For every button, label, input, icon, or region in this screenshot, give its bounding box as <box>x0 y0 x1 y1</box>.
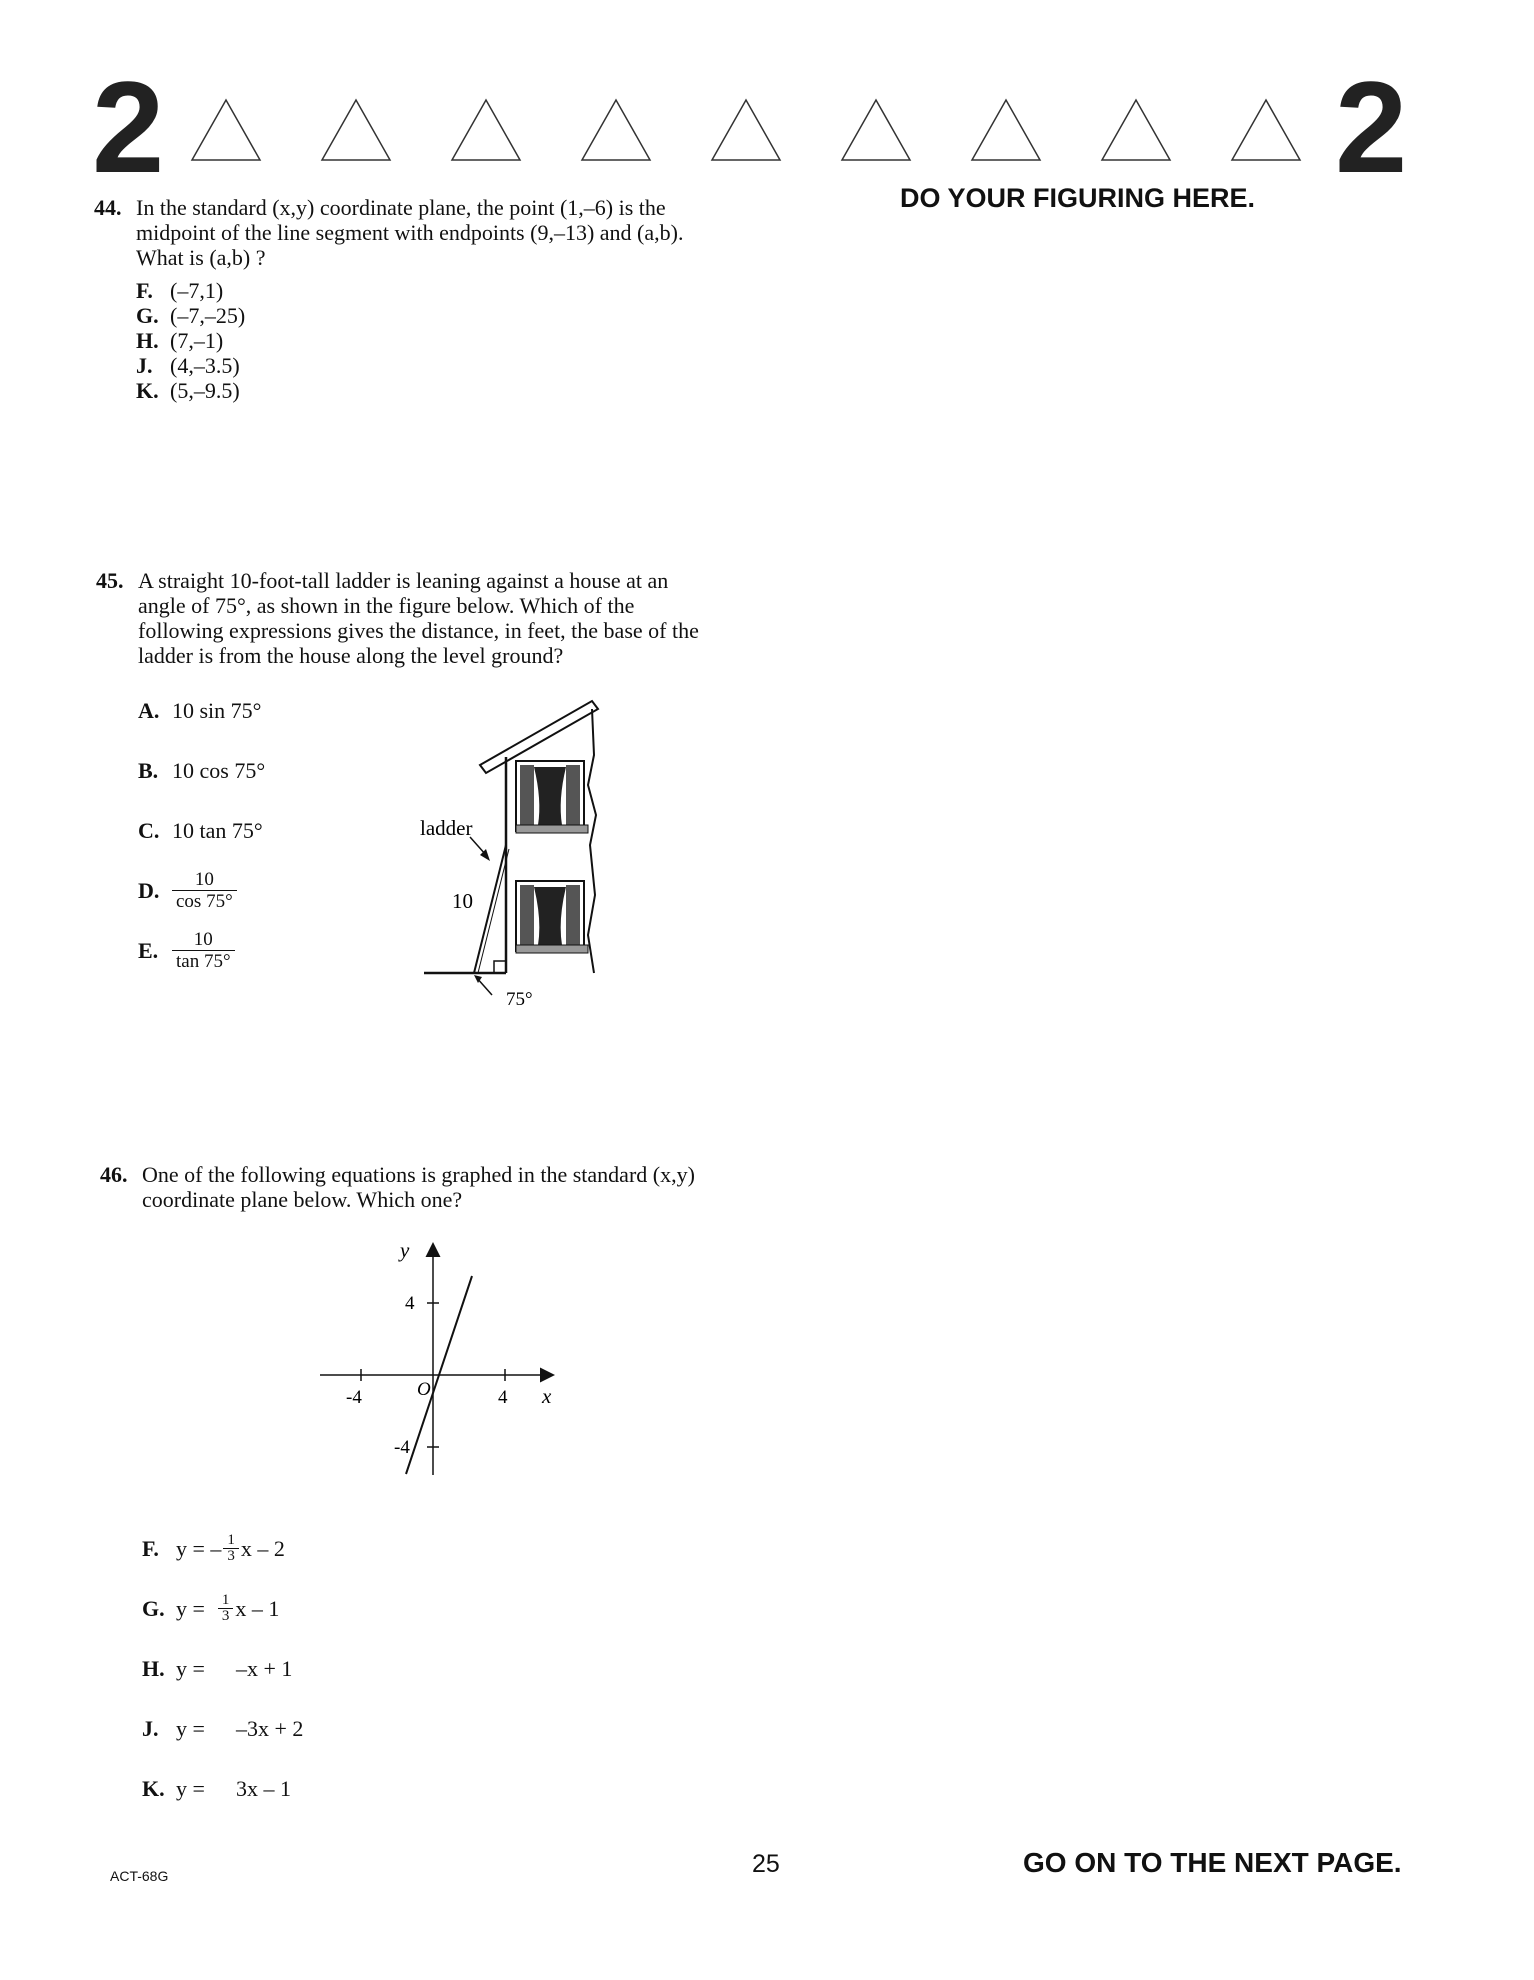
choice-label: K. <box>136 378 159 403</box>
page-number: 25 <box>752 1850 780 1878</box>
tick-label-x-neg: -4 <box>346 1387 362 1408</box>
section-number-left: 2 <box>92 54 165 200</box>
choice-label: C. <box>138 817 160 843</box>
choice-text: (–7,1) <box>170 278 224 303</box>
lower-window <box>516 881 588 953</box>
equation-suffix: –3x + 2 <box>236 1715 304 1741</box>
answer-choices <box>136 278 716 403</box>
equation-prefix: y = <box>176 1655 205 1681</box>
choice-text: 10 cos 75° <box>172 757 266 783</box>
choice-text: (5,–9.5) <box>170 378 240 403</box>
question-45 <box>96 568 718 980</box>
question-number: 45. <box>96 568 124 593</box>
choice-label: H. <box>142 1655 165 1681</box>
equation-suffix: 3x – 1 <box>236 1775 291 1801</box>
choice-text: (7,–1) <box>170 328 224 353</box>
choice-label: B. <box>138 757 159 783</box>
length-label: 10 <box>452 889 473 913</box>
equation-suffix: x – 2 <box>240 1535 285 1561</box>
fraction-numerator: 10 <box>194 868 214 890</box>
fraction-numerator: 1 <box>227 1531 235 1548</box>
fraction <box>172 869 237 912</box>
y-axis-label: y <box>400 1238 410 1262</box>
equation-prefix: y = <box>176 1775 205 1801</box>
question-stem: In the standard (x,y) coordinate plane, the point (1,–6) is the midpoint of the line segment with endpoints (9,–13) and (a,b). What is (a,b) ? <box>136 195 684 270</box>
section-number-right: 2 <box>1335 54 1408 200</box>
tick-label-y-neg: -4 <box>394 1437 410 1458</box>
origin-label: O <box>417 1379 431 1400</box>
triangle-icon <box>322 100 390 160</box>
choice-g[interactable] <box>136 303 716 328</box>
fraction-denominator: tan 75° <box>172 950 235 972</box>
choice-label: E. <box>138 937 159 963</box>
question-44 <box>94 195 716 403</box>
fraction-numerator: 1 <box>221 1591 230 1608</box>
choice-f[interactable] <box>136 278 716 303</box>
question-number: 44. <box>94 195 122 220</box>
choice-label: J. <box>142 1715 159 1741</box>
equation-prefix: y = <box>176 1715 205 1741</box>
next-page-instruction: GO ON TO THE NEXT PAGE. <box>1023 1847 1402 1878</box>
choice-k[interactable] <box>136 378 716 403</box>
x-axis-label: x <box>542 1384 552 1408</box>
choice-text: (–7,–25) <box>170 303 246 328</box>
choice-label: H. <box>136 328 159 353</box>
equation-prefix: y = – <box>176 1535 222 1561</box>
triangle-icon <box>842 100 910 160</box>
choice-text: 10 sin 75° <box>172 697 262 723</box>
equation-suffix: x – 1 <box>235 1595 280 1621</box>
triangle-icon <box>972 100 1040 160</box>
ladder <box>478 849 509 973</box>
angle-label: 75° <box>506 989 533 1010</box>
ladder-label: ladder <box>420 816 473 840</box>
question-46-choices <box>100 1518 303 1818</box>
triangle-row <box>190 90 1340 165</box>
answer-choices <box>142 1518 303 1818</box>
ladder-house-figure <box>420 695 610 1015</box>
triangle-icon <box>582 100 650 160</box>
right-angle-marker <box>494 961 506 973</box>
equation-suffix: –x + 1 <box>236 1655 293 1681</box>
fraction-denominator: 3 <box>218 1608 234 1624</box>
choice-label: F. <box>142 1535 159 1561</box>
coordinate-graph <box>320 1235 570 1485</box>
choice-label: K. <box>142 1775 165 1801</box>
question-stem: One of the following equations is graphed in the standard (x,y) coordinate plane below. Which one? <box>142 1162 695 1212</box>
ladder <box>474 845 506 973</box>
tick-label-x-pos: 4 <box>498 1387 508 1408</box>
fraction <box>172 929 235 972</box>
triangle-icon <box>712 100 780 160</box>
triangle-icon <box>1102 100 1170 160</box>
fraction-denominator: cos 75° <box>172 890 237 912</box>
choice-label: F. <box>136 278 153 303</box>
choice-j[interactable] <box>136 353 716 378</box>
triangle-icon <box>1232 100 1300 160</box>
fraction <box>218 1593 234 1624</box>
fraction-denominator: 3 <box>223 1548 239 1564</box>
choice-f[interactable] <box>142 1518 303 1578</box>
question-stem: A straight 10-foot-tall ladder is leaning against a house at an angle of 75°, as shown in the figure below. Which of the following expressions gives the distance, in feet, the base of the ladder is from the house along the level ground? <box>138 568 699 668</box>
triangle-icon <box>192 100 260 160</box>
form-code: ACT-68G <box>110 1868 169 1884</box>
upper-window <box>516 761 588 833</box>
figuring-note: DO YOUR FIGURING HERE. <box>900 183 1256 213</box>
choice-label: J. <box>136 353 153 378</box>
choice-k[interactable] <box>142 1758 303 1818</box>
choice-label: G. <box>142 1595 165 1621</box>
choice-text: 10 tan 75° <box>172 817 263 843</box>
fraction-numerator: 10 <box>193 928 213 950</box>
tick-label-y-pos: 4 <box>405 1293 415 1314</box>
triangle-icon <box>452 100 520 160</box>
question-46 <box>100 1162 722 1212</box>
choice-h[interactable] <box>136 328 716 353</box>
choice-j[interactable] <box>142 1698 303 1758</box>
choice-text: (4,–3.5) <box>170 353 240 378</box>
choice-label: G. <box>136 303 159 328</box>
choice-h[interactable] <box>142 1638 303 1698</box>
choice-g[interactable] <box>142 1578 303 1638</box>
choice-label: A. <box>138 697 160 723</box>
house-wall-cut <box>588 709 596 973</box>
equation-prefix: y = <box>176 1595 216 1621</box>
fraction <box>223 1533 239 1564</box>
question-number: 46. <box>100 1162 128 1187</box>
choice-label: D. <box>138 877 160 903</box>
